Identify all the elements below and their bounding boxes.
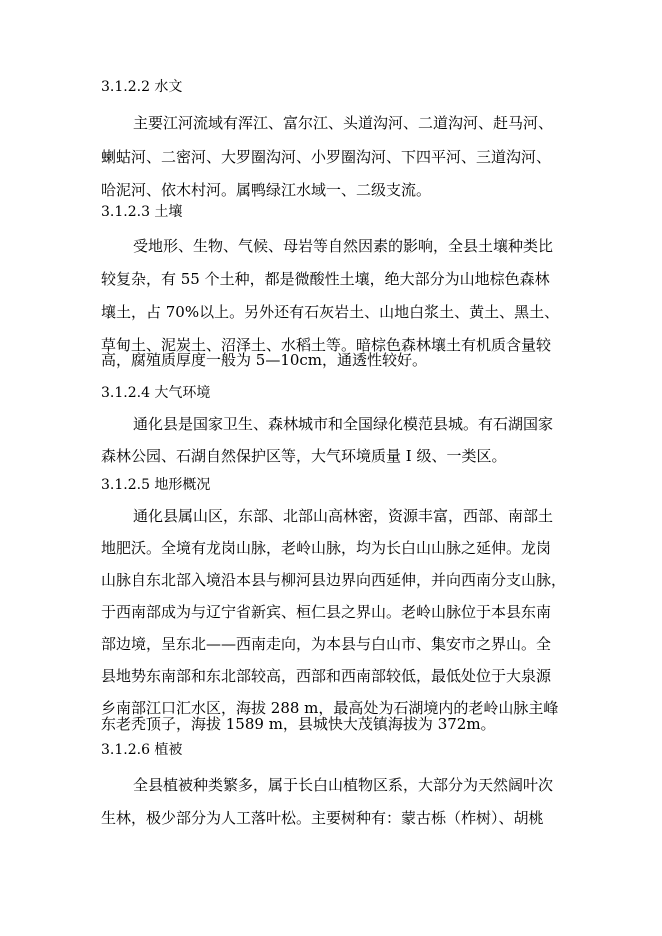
paragraph-line: 部边境，呈东北——西南走向，为本县与白山市、集安市之界山。全: [101, 635, 552, 653]
paragraph-line: 森林公园、石湖自然保护区等，大气环境质量 I 级、一类区。: [101, 447, 507, 465]
section-heading-terrain: 3.1.2.5 地形概况: [101, 477, 211, 493]
paragraph-line: 草甸土、泥炭土、沼泽土、水稻土等。暗棕色森林壤土有机质含量较: [101, 336, 552, 354]
paragraph-line: 乡南部江口汇水区，海拔 288 m，最高处为石湖境内的老岭山脉主峰: [101, 699, 559, 717]
paragraph-line: 生林，极少部分为人工落叶松。主要树种有：蒙古栎（柞树）、胡桃: [101, 809, 544, 827]
section-heading-hydrology: 3.1.2.2 水文: [101, 79, 183, 95]
paragraph-line: 县地势东南部和东北部较高，西部和西南部较低，最低处位于大泉源: [101, 667, 552, 685]
paragraph-line: 哈泥河、依木村河。属鸭绿江水域一、二级支流。: [101, 181, 432, 199]
paragraph-line: 受地形、生物、气候、母岩等自然因素的影响，全县土壤种类比: [133, 237, 554, 255]
section-heading-atmosphere: 3.1.2.4 大气环境: [101, 385, 211, 401]
paragraph-line: 通化县是国家卫生、森林城市和全国绿化模范县城。有石湖国家: [133, 415, 554, 433]
paragraph-line: 地肥沃。全境有龙岗山脉，老岭山脉，均为长白山山脉之延伸。龙岗: [101, 539, 552, 557]
paragraph-line: 蝲蛄河、二密河、大罗圈沟河、小罗圈沟河、下四平河、三道沟河、: [101, 148, 552, 166]
section-heading-soil: 3.1.2.3 土壤: [101, 204, 183, 220]
paragraph-line: 东老秃顶子，海拔 1589 m，县城快大茂镇海拔为 372m。: [101, 715, 496, 733]
paragraph-line: 主要江河流域有浑江、富尔江、头道沟河、二道沟河、赶马河、: [133, 114, 554, 132]
paragraph-line: 于西南部成为与辽宁省新宾、桓仁县之界山。老岭山脉位于本县东南: [101, 603, 552, 621]
paragraph-line: 全县植被种类繁多，属于长白山植物区系，大部分为天然阔叶次: [133, 776, 554, 794]
paragraph-line: 山脉自东北部入境沿本县与柳河县边界向西延伸，并向西南分支山脉，: [101, 571, 567, 589]
paragraph-line: 高，腐殖质厚度一般为 5—10cm，通透性较好。: [101, 351, 428, 369]
paragraph-line: 较复杂，有 55 个土种，都是微酸性土壤，绝大部分为山地棕色森林: [101, 270, 550, 288]
section-heading-vegetation: 3.1.2.6 植被: [101, 742, 183, 758]
paragraph-line: 通化县属山区，东部、北部山高林密，资源丰富，西部、南部土: [133, 507, 554, 525]
paragraph-line: 壤土，占 70%以上。另外还有石灰岩土、山地白浆土、黄土、黑土、: [101, 303, 560, 321]
